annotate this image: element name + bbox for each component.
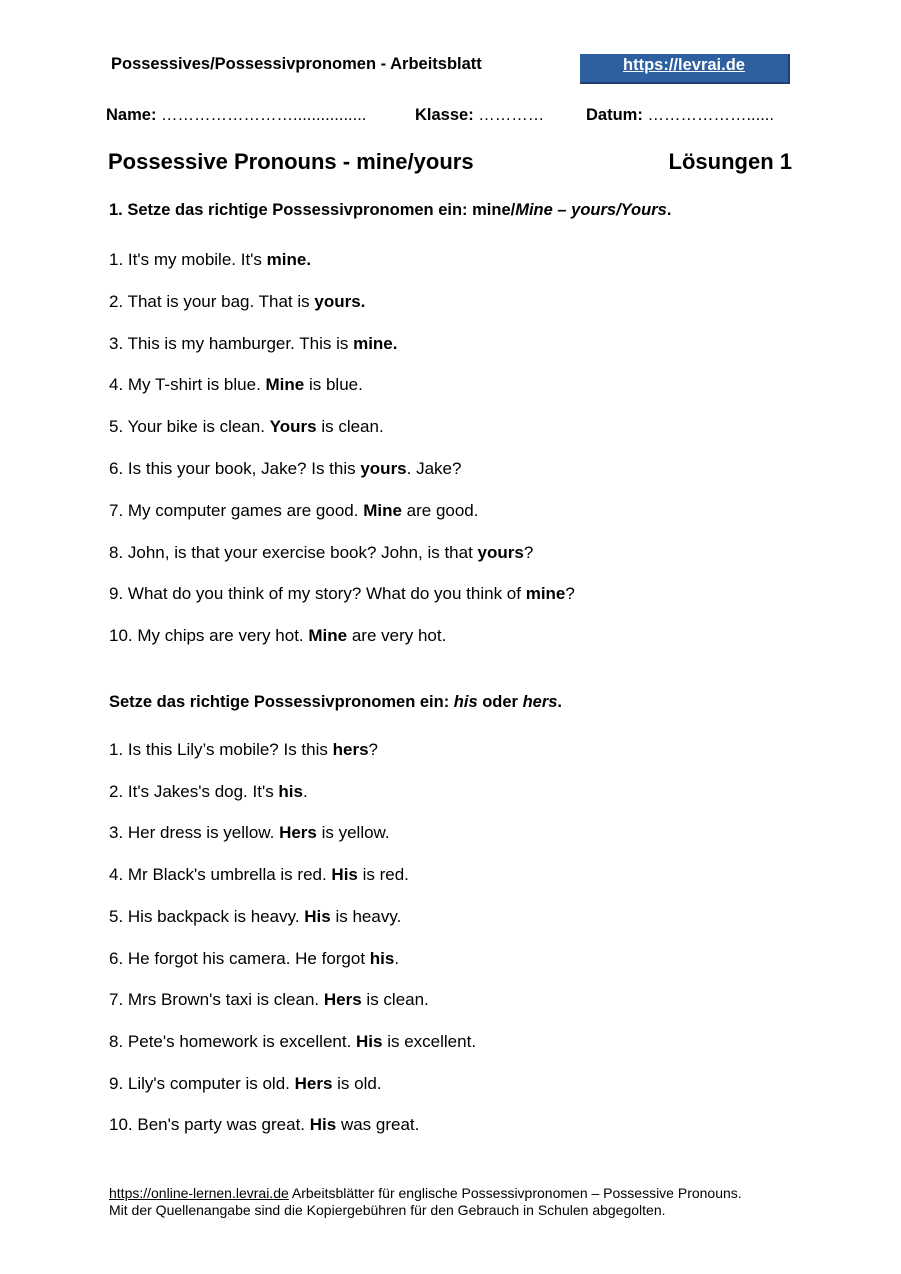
section2-instruction-hers: hers [522, 693, 558, 711]
item-text-before: 4. Mr Black's umbrella is red. [109, 865, 332, 885]
item-text-after: is clean. [316, 417, 384, 437]
item-text-before: 1. It's my mobile. It's [109, 250, 267, 269]
exercise-item [109, 584, 575, 604]
item-text-before: 2. It's Jakes's dog. It's [109, 781, 279, 801]
worksheet-header-title: Possessives/Possessivpronomen - Arbeitsblatt [111, 55, 482, 73]
item-text-before: 10. My chips are very hot. [109, 626, 309, 646]
class-dots: ………… [478, 106, 545, 124]
item-text-after: ? [523, 542, 534, 562]
section1-instruction [109, 201, 671, 220]
name-label: Name: [106, 106, 157, 124]
exercise-item [109, 1074, 382, 1094]
section2-instruction-his: his [453, 693, 478, 711]
item-answer: Hers [323, 990, 362, 1010]
exercise-item [109, 292, 365, 312]
exercise-item [109, 1032, 476, 1052]
item-text-before: 8. John, is that your exercise book? John, is that [109, 542, 478, 562]
page-title: Possessive Pronouns - mine/yours [108, 149, 474, 174]
exercise-item [109, 740, 378, 760]
item-text-after: is excellent. [382, 1031, 477, 1051]
date-dots: ………………...... [647, 106, 774, 124]
item-answer: yours [360, 459, 407, 478]
item-answer: mine. [353, 333, 398, 353]
exercise-item [109, 907, 401, 927]
item-text-after: is red. [357, 865, 409, 885]
item-text-before: 5. His backpack is heavy. [109, 906, 305, 926]
item-text-before: 4. My T-shirt is blue. [109, 375, 266, 395]
item-text-before: 9. What do you think of my story? What do you think of [109, 584, 526, 604]
solutions-label: Lösungen 1 [668, 149, 792, 174]
item-answer: Hers [279, 823, 317, 843]
item-text-after: ? [368, 740, 378, 759]
exercise-item [109, 375, 363, 395]
item-answer: His [356, 1031, 383, 1051]
footer-line-1-text: Arbeitsblätter für englische Possessivpronomen – Possessive Pronouns. [288, 1185, 742, 1201]
item-answer: His [309, 1115, 337, 1135]
item-text-after: . [394, 948, 400, 968]
date-field [586, 106, 774, 125]
item-text-after: are good. [401, 500, 479, 520]
item-text-before: 6. Is this your book, Jake? Is this [109, 459, 361, 478]
item-text-before: 5. Your bike is clean. [109, 417, 270, 437]
item-text-after: is blue. [304, 375, 363, 395]
exercise-item [109, 459, 461, 479]
item-text-before: 1. Is this Lily’s mobile? Is this [109, 740, 333, 759]
exercise-item [109, 949, 399, 969]
section2-instruction [109, 693, 562, 712]
item-answer: His [331, 865, 358, 885]
item-text-before: 8. Pete's homework is excellent. [109, 1031, 357, 1051]
section2-instruction-suffix: . [557, 693, 563, 711]
item-text-before: 6. He forgot his camera. He forgot [109, 948, 370, 968]
item-text-after: ? [565, 584, 575, 604]
section1-instruction-suffix: . [666, 201, 672, 219]
name-dots: ……………………................ [161, 106, 367, 124]
exercise-item [109, 990, 429, 1010]
item-text-before: 7. My computer games are good. [109, 500, 364, 520]
exercise-item [109, 334, 397, 354]
section1-instruction-italic: Mine – yours/Yours [515, 201, 667, 219]
levrai-link[interactable]: https://levrai.de [623, 56, 745, 74]
footer-line-2: Mit der Quellenangabe sind die Kopiergebühren für den Gebrauch in Schulen abgegolten. [109, 1202, 666, 1218]
item-answer: his [278, 781, 303, 801]
footer-line-1 [109, 1185, 742, 1202]
date-label: Datum: [586, 106, 643, 124]
item-text-before: 10. Ben's party was great. [109, 1115, 310, 1135]
section2-instruction-middle: oder [477, 693, 523, 711]
item-text-after: . [302, 781, 308, 801]
item-text-after: is old. [332, 1073, 382, 1093]
item-answer: Mine [308, 626, 348, 646]
item-answer: Mine [265, 375, 305, 395]
footer-link[interactable]: https://online-lernen.levrai.de [109, 1185, 289, 1201]
exercise-item [109, 543, 533, 563]
footer [109, 1185, 742, 1219]
exercise-item [109, 626, 446, 646]
name-field [106, 106, 366, 125]
exercise-item [109, 865, 409, 885]
exercise-item [109, 250, 311, 270]
item-text-after: . Jake? [406, 459, 462, 478]
item-text-before: 7. Mrs Brown's taxi is clean. [109, 990, 324, 1010]
section2-instruction-prefix: Setze das richtige Possessivpronomen ein: [109, 693, 454, 711]
item-text-after: is heavy. [330, 906, 402, 926]
item-text-after: was great. [336, 1115, 420, 1135]
item-text-after: are very hot. [347, 626, 447, 646]
item-answer: yours [477, 542, 524, 562]
section1-instruction-prefix: 1. Setze das richtige Possessivpronomen ein: mine/ [109, 201, 516, 219]
exercise-item [109, 1115, 419, 1135]
item-text-before: 3. This is my hamburger. This is [109, 333, 354, 353]
item-text-after: is clean. [361, 990, 429, 1010]
exercise-item [109, 823, 390, 843]
exercise-item [109, 782, 308, 802]
item-text-before: 2. That is your bag. That is [109, 291, 315, 311]
item-answer: Yours [269, 417, 317, 437]
item-answer: hers [332, 740, 369, 759]
class-label: Klasse: [415, 106, 474, 124]
class-field [415, 106, 544, 125]
item-answer: Mine [363, 500, 402, 520]
item-text-before: 9. Lily's computer is old. [109, 1073, 295, 1093]
exercise-item [109, 417, 384, 437]
item-text-before: 3. Her dress is yellow. [109, 823, 280, 843]
item-answer: Hers [294, 1073, 333, 1093]
item-text-after: is yellow. [316, 823, 390, 843]
exercise-item [109, 501, 478, 521]
item-answer: His [304, 906, 331, 926]
item-answer: mine [525, 584, 566, 604]
item-answer: mine. [266, 250, 312, 269]
item-answer: his [369, 948, 395, 968]
header-link-box [580, 54, 790, 84]
item-answer: yours. [314, 291, 366, 311]
